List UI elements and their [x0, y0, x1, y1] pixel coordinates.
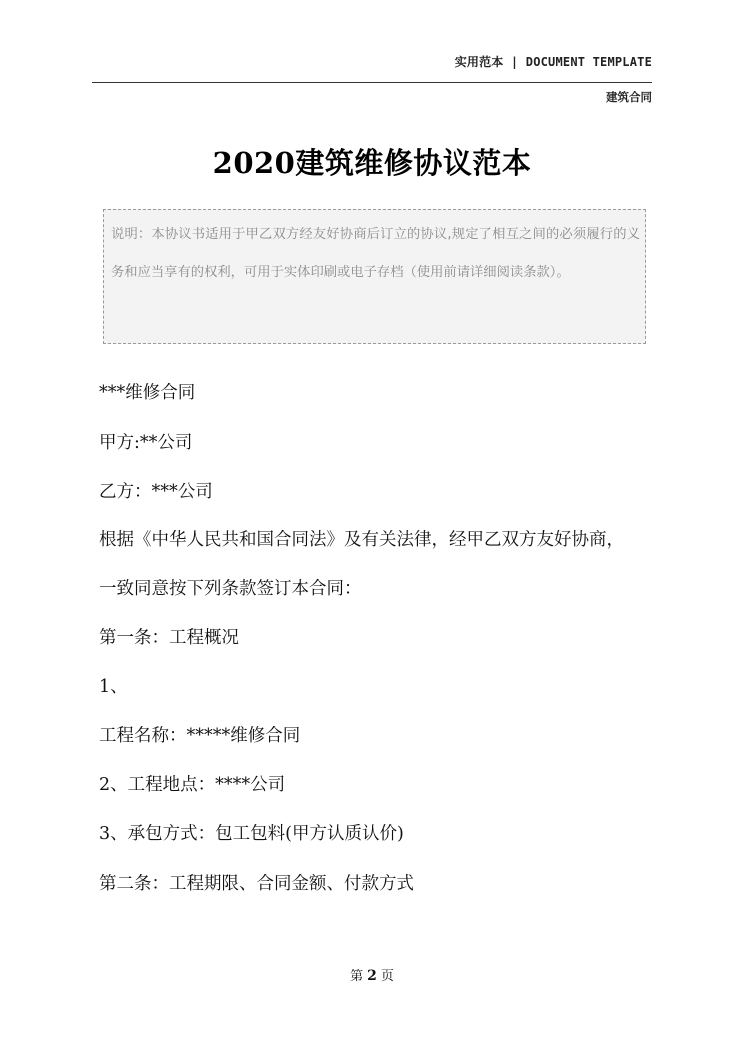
header-divider — [92, 82, 652, 83]
page-number: 2 — [367, 968, 377, 984]
body-paragraph: 2、工程地点：****公司 — [99, 775, 286, 795]
body-paragraph: 第一条：工程概况 — [99, 628, 239, 648]
body-paragraph: 3、承包方式：包工包料(甲方认质认价) — [99, 824, 404, 844]
body-paragraph: 乙方：***公司 — [99, 482, 213, 502]
body-paragraph: 工程名称：*****维修合同 — [99, 726, 301, 746]
header-template-label: 实用范本 | DOCUMENT TEMPLATE — [454, 55, 652, 69]
description-note-box: 说明：本协议书适用于甲乙双方经友好协商后订立的协议,规定了相互之间的必须履行的义务和应当享有的权利，可用于实体印刷或电子存档（使用前请详细阅读条款）。 — [103, 209, 646, 344]
header-category-label: 建筑合同 — [606, 90, 652, 104]
body-paragraph: 1、 — [99, 677, 128, 697]
page-footer-suffix: 页 — [380, 969, 394, 984]
document-title: 2020建筑维修协议范本 — [212, 146, 532, 180]
body-paragraph: 根据《中华人民共和国合同法》及有关法律，经甲乙双方友好协商， — [99, 530, 624, 550]
body-paragraph: 第二条：工程期限、合同金额、付款方式 — [99, 874, 414, 894]
page-footer — [0, 965, 744, 984]
body-paragraph: 甲方:**公司 — [99, 433, 193, 453]
body-paragraph: 一致同意按下列条款签订本合同： — [99, 579, 362, 599]
body-paragraph: ***维修合同 — [99, 383, 196, 403]
page-footer-prefix: 第 — [350, 969, 364, 984]
